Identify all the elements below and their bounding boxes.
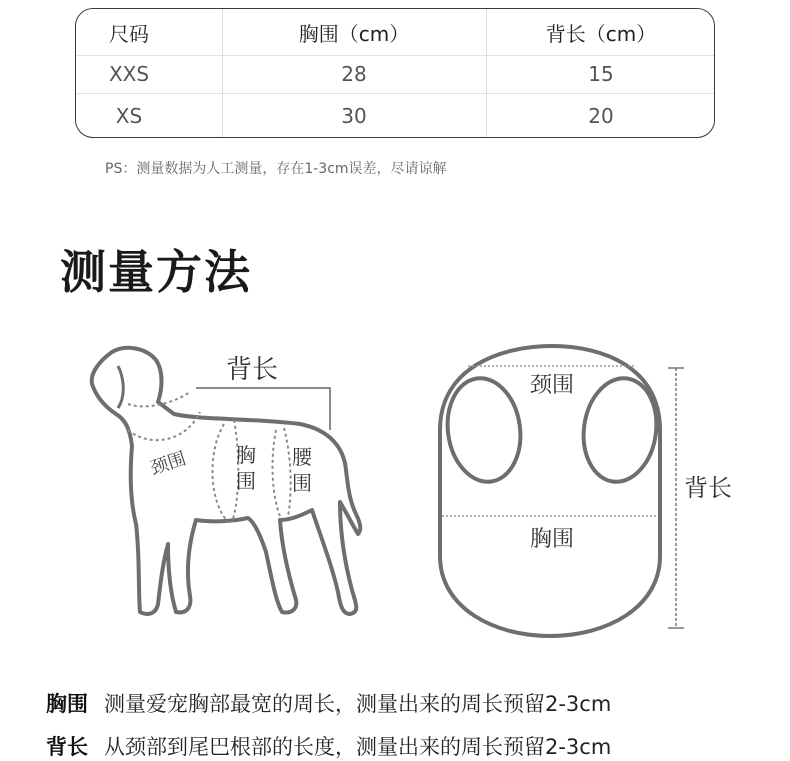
dog-ear: [118, 366, 123, 408]
chest-measure-line: [212, 420, 238, 522]
description-chest: [46, 688, 611, 718]
garment-label-back-length: 背长: [684, 474, 732, 502]
waist-measure-line: [273, 428, 291, 516]
header-back-length: 背长（cm）: [545, 21, 657, 46]
dog-label-neck: 颈围: [147, 448, 189, 480]
dog-label-chest-1: 胸: [236, 443, 256, 467]
measurement-diagram: [0, 330, 790, 640]
description-text: 测量爱宠胸部最宽的周长，测量出来的周长预留2-3cm: [104, 692, 612, 716]
dog-label-back-length: 背长: [226, 355, 279, 385]
table-cell-size: XS: [115, 104, 143, 128]
table-cell-size: XXS: [108, 62, 150, 86]
garment-arm-hole-left: [441, 373, 527, 486]
header-size: 尺码: [109, 21, 149, 46]
section-title: 测量方法: [60, 245, 252, 299]
garment-label-chest: 胸围: [529, 527, 575, 552]
table-cell-back-length: 20: [588, 104, 614, 128]
description-back-length: [46, 731, 611, 761]
dog-label-waist-2: 围: [292, 471, 312, 495]
header-chest: 胸围（cm）: [298, 21, 410, 46]
dog-label-waist-1: 腰: [292, 445, 312, 469]
dog-label-chest-2: 围: [236, 469, 256, 493]
table-cell-chest: 28: [341, 62, 367, 86]
garment-label-neck: 颈围: [529, 373, 575, 398]
description-term: 胸围: [46, 692, 88, 716]
description-term: 背长: [46, 735, 88, 759]
table-cell-back-length: 15: [588, 62, 614, 86]
back-length-line: [196, 388, 330, 430]
table-cell-chest: 30: [341, 104, 367, 128]
measurement-note: PS：测量数据为人工测量，存在1-3cm误差，尽请谅解: [105, 161, 447, 177]
description-text: 从颈部到尾巴根部的长度，测量出来的周长预留2-3cm: [104, 735, 612, 759]
size-table: [75, 8, 715, 138]
